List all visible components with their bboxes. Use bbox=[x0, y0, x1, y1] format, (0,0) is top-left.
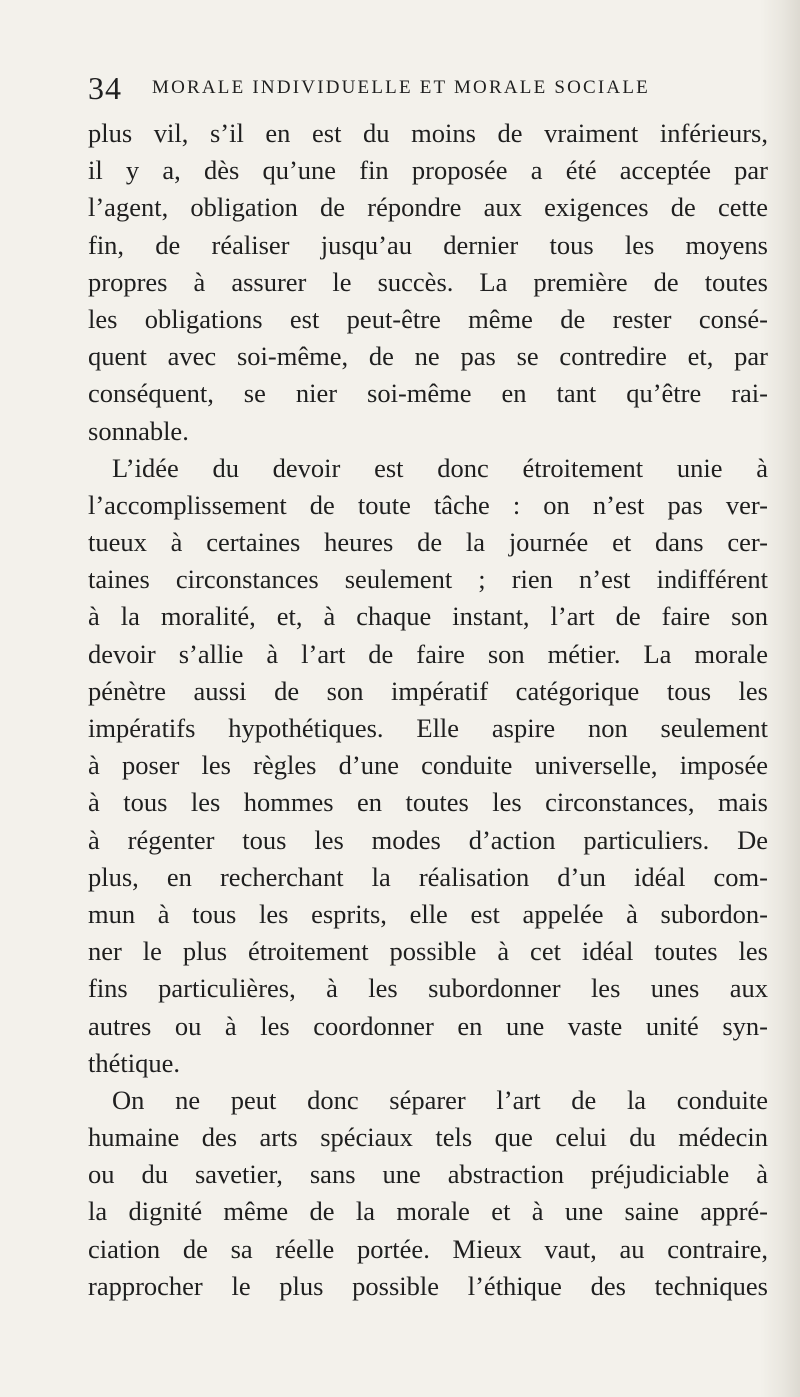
text-line: à tous les hommes en toutes les circonstances, mais bbox=[88, 787, 768, 818]
page-number: 34 bbox=[88, 70, 122, 106]
page-header bbox=[88, 68, 728, 108]
text-line: il y a, dès qu’une fin proposée a été acceptée par bbox=[88, 155, 768, 186]
text-line: fin, de réaliser jusqu’au dernier tous les moyens bbox=[88, 229, 768, 260]
text-line: sonnable. bbox=[88, 415, 189, 446]
text-line: l’accomplissement de toute tâche : on n’est pas ver- bbox=[88, 489, 768, 520]
text-line: ciation de sa réelle portée. Mieux vaut, au contraire, bbox=[88, 1233, 768, 1264]
text-line: mun à tous les esprits, elle est appelée à subordon- bbox=[88, 898, 768, 929]
text-line: propres à assurer le succès. La première de toutes bbox=[88, 266, 768, 297]
text-line: devoir s’allie à l’art de faire son métier. La morale bbox=[88, 638, 768, 669]
text-line: humaine des arts spéciaux tels que celui du médecin bbox=[88, 1122, 768, 1153]
body-text bbox=[88, 115, 768, 1305]
text-line: quent avec soi-même, de ne pas se contredire et, par bbox=[88, 341, 768, 372]
text-line: tueux à certaines heures de la journée et dans cer- bbox=[88, 527, 768, 558]
text-line: autres ou à les coordonner en une vaste unité syn- bbox=[88, 1010, 768, 1041]
text-line: taines circonstances seulement ; rien n’est indifférent bbox=[88, 564, 768, 595]
text-line: à la moralité, et, à chaque instant, l’art de faire son bbox=[88, 601, 768, 632]
text-line: On ne peut donc séparer l’art de la conduite bbox=[112, 1084, 768, 1115]
text-line: L’idée du devoir est donc étroitement unie à bbox=[112, 452, 768, 483]
text-line: rapprocher le plus possible l’éthique des techniques bbox=[88, 1270, 768, 1301]
text-line: plus, en recherchant la réalisation d’un idéal com- bbox=[88, 861, 768, 892]
text-line: à poser les règles d’une conduite universelle, imposée bbox=[88, 750, 768, 781]
text-line: thétique. bbox=[88, 1047, 180, 1078]
text-line: impératifs hypothétiques. Elle aspire non seulement bbox=[88, 713, 768, 743]
running-head: MORALE INDIVIDUELLE ET MORALE SOCIALE bbox=[152, 77, 650, 98]
text-line: à régenter tous les modes d’action particuliers. De bbox=[88, 824, 768, 855]
text-line: fins particulières, à les subordonner les unes aux bbox=[88, 973, 768, 1004]
text-line: ner le plus étroitement possible à cet idéal toutes les bbox=[88, 936, 768, 967]
text-line: ou du savetier, sans une abstraction préjudiciable à bbox=[88, 1159, 768, 1190]
text-line: la dignité même de la morale et à une saine appré- bbox=[88, 1196, 768, 1227]
text-line: plus vil, s’il en est du moins de vraiment inférieurs, bbox=[88, 118, 768, 148]
text-line: pénètre aussi de son impératif catégorique tous les bbox=[88, 675, 768, 706]
text-line: les obligations est peut-être même de rester consé- bbox=[88, 303, 768, 334]
text-line: l’agent, obligation de répondre aux exigences de cette bbox=[88, 192, 768, 223]
text-line: conséquent, se nier soi-même en tant qu’être rai- bbox=[88, 378, 768, 409]
